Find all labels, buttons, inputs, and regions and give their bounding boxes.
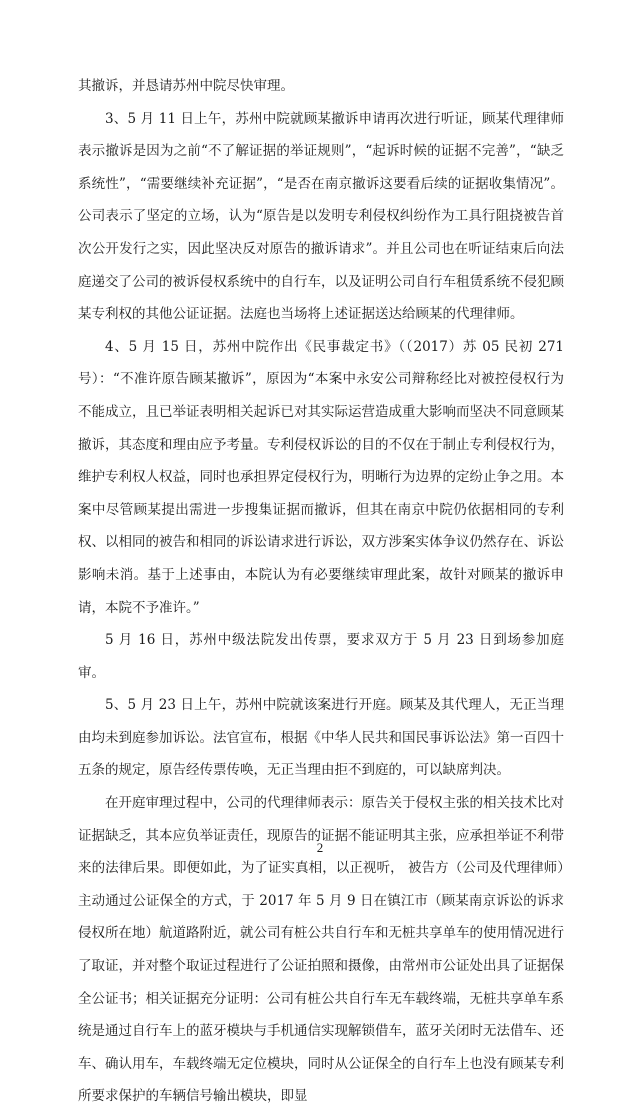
paragraph-trial-statement: 在开庭审理过程中，公司的代理律师表示：原告关于侵权主张的相关技术比对证据缺乏，其本应负举证责任，现原告的证据不能证明其主张，应承担举证不利带来的法律后果。即便如此，为了证实真相，以正视听， 被告方（公司及代理律师）主动通过公证保全的方式，于 2017 年 5 月 9 日在镇江市（顾某南京诉讼的诉求侵权所在地）航道路附近，就公司有桩公共自行车和无桩共享单车的使用情况进行了取证，并对整个取证过程进行了公证拍照和摄像，由常州市公证处出具了证据保全公证书；相关证据充分证明：公司有桩公共自行车无车载终端，无桩共享单车系统是通过自行车上的蓝牙模块与手机通信实现解锁借车，蓝牙关闭时无法借车、还车、确认用车，车载终端无定位模块，同时从公证保全的自行车上也没有顾某专利所要求保护的车辆信号输出模块，即显	[78, 795, 564, 1105]
paragraph-item-4: 4、5 月 15 日，苏州中院作出《民事裁定书》（（2017）苏 05 民初 271 号）：“不准许原告顾某撤诉”，原因为“本案中永安公司辩称经比对被控侵权行为不能成立，且已举证表明相关起诉已对其实际运营造成重大影响而坚决不同意顾某撤诉，其态度和理由应予考量。专利侵权诉讼的目的不仅在于制止专利侵权行为，维护专利权人权益，同时也承担界定侵权行为，明晰行为边界的定纷止争之用。本案中尽管顾某提出需进一步搜集证据而撤诉，但其在南京中院仍依据相同的专利权、以相同的被告和相同的诉讼请求进行诉讼，双方涉案实体争议仍然存在、诉讼影响未消。基于上述事由，本院认为有必要继续审理此案，故针对顾某的撤诉申请，本院不予准许。”	[78, 338, 564, 616]
paragraph-item-5: 5、5 月 23 日上午，苏州中院就该案进行开庭。顾某及其代理人，无正当理由均未到庭参加诉讼。法官宣布，根据《中华人民共和国民事诉讼法》第一百四十五条的规定，原告经传票传唤，无正当理由拒不到庭的，可以缺席判决。	[78, 697, 564, 779]
paragraph-continuation: 其撤诉，并恳请苏州中院尽快审理。	[78, 78, 294, 94]
paragraph-summons: 5 月 16 日，苏州中级法院发出传票，要求双方于 5 月 23 日到场参加庭审。	[78, 632, 564, 681]
page-number: 2	[316, 840, 324, 855]
paragraph-item-3: 3、5 月 11 日上午，苏州中院就顾某撤诉申请再次进行听证，顾某代理律师表示撤诉是因为之前“不了解证据的举证规则”，“起诉时候的证据不完善”，“缺乏系统性”，“需要继续补充证据”，“是否在南京撤诉这要看后续的证据收集情况”。公司表示了坚定的立场，认为“原告是以发明专利侵权纠纷作为工具行阻挠被告首次公开发行之实，因此坚决反对原告的撤诉请求”。并且公司也在听证结束后向法庭递交了公司的被诉侵权系统中的自行车，以及证明公司自行车租赁系统不侵犯顾某专利权的其他公证证据。法庭也当场将上述证据送达给顾某的代理律师。	[78, 110, 564, 323]
document-body	[78, 70, 564, 1113]
